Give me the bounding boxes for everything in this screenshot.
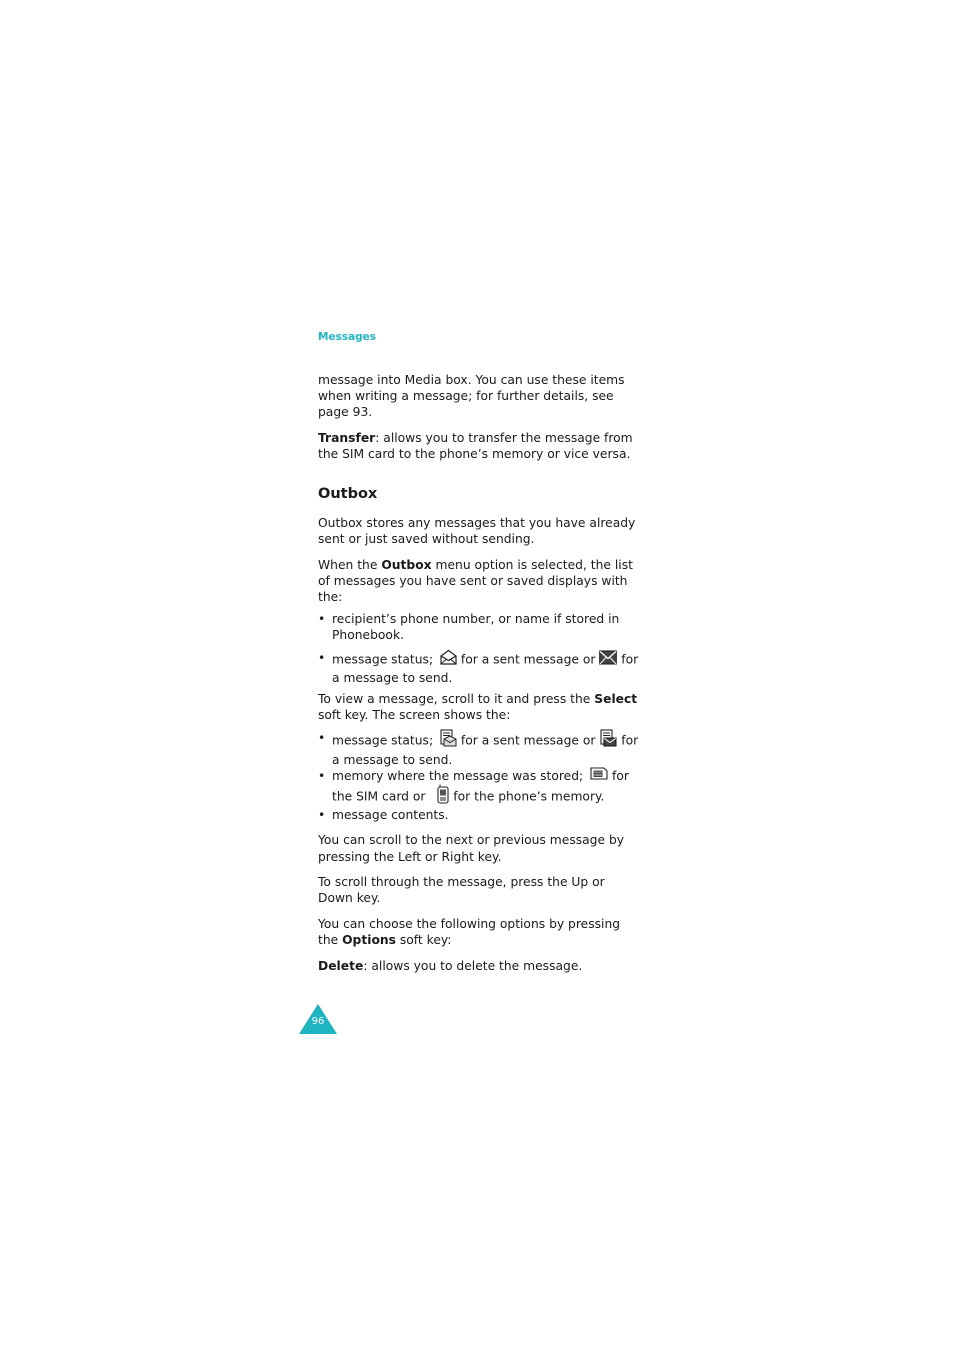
p6-pre: You can choose the following options by pressing the [318, 917, 621, 947]
item-text: for a sent message or [457, 652, 600, 667]
outbox-p1 [318, 515, 640, 547]
outbox-p6 [318, 916, 640, 948]
item-text: memory where the message was stored; [332, 769, 588, 783]
p2-post: menu option is selected, the list of messages you have sent or saved displays with the: [318, 558, 633, 604]
item-text: for a message to send. [332, 733, 639, 767]
item-text: message status; [332, 652, 438, 667]
list-item [318, 650, 640, 686]
transfer-term: Transfer [318, 431, 376, 445]
item-text: for the phone’s memory. [449, 789, 605, 804]
list2-item3 [318, 807, 640, 823]
p6-post: soft key: [395, 933, 452, 947]
delete-term: Delete [318, 959, 364, 973]
item-text: for the SIM card or [332, 769, 629, 804]
page-number-badge [298, 1003, 338, 1035]
p2-pre: When the [318, 558, 382, 572]
delete-text: : allows you to delete the message. [363, 959, 583, 973]
list-item [318, 730, 640, 768]
outbox-p5 [318, 874, 640, 906]
p3-post: soft key. The screen shows the: [318, 708, 511, 722]
closed-envelope-icon [599, 650, 617, 669]
sim-card-icon [590, 767, 608, 784]
outbox-p1-text: Outbox stores any messages that you have already sent or just saved without sending. [318, 516, 636, 546]
list1-item1 [318, 611, 640, 643]
select-term: Select [594, 692, 638, 706]
options-term: Options [342, 933, 396, 947]
outbox-p4 [318, 832, 640, 866]
outbox-p2 [318, 557, 640, 605]
list2-item1 [318, 730, 640, 768]
page-number: 96 [311, 1016, 325, 1027]
open-envelope-icon [440, 649, 457, 669]
list-item [318, 768, 640, 809]
list-item: • recipient’s phone number, or name if stored in Phonebook. [318, 611, 640, 643]
outbox-heading: Outbox [318, 486, 378, 502]
item-text: for a message to send. [332, 652, 639, 685]
sent-message-icon [439, 729, 457, 751]
transfer-text: : allows you to transfer the message from the SIM card to the phone’s memory or vice versa. [318, 431, 633, 461]
intro-paragraph [318, 372, 640, 420]
p5-text: To scroll through the message, press the Up or Down key. [318, 875, 605, 905]
p3-pre: To view a message, scroll to it and press the [318, 692, 595, 706]
phone-icon [437, 784, 449, 808]
transfer-paragraph [318, 430, 640, 462]
item-text: message status; [332, 733, 438, 748]
outbox-p3 [318, 691, 640, 723]
list-item: • message contents. [318, 807, 640, 823]
section-header: Messages [318, 331, 377, 343]
list1-item2 [318, 650, 640, 686]
unsent-message-icon [599, 729, 617, 751]
list2-item2 [318, 768, 640, 809]
outbox-term: Outbox [381, 558, 432, 572]
intro-text: message into Media box. You can use these items when writing a message; for further details, see page 93. [318, 373, 625, 419]
p4-text: You can scroll to the next or previous message by pressing the Left or Right key. [318, 833, 625, 864]
delete-paragraph [318, 958, 640, 974]
item-text: for a sent message or [457, 733, 600, 748]
